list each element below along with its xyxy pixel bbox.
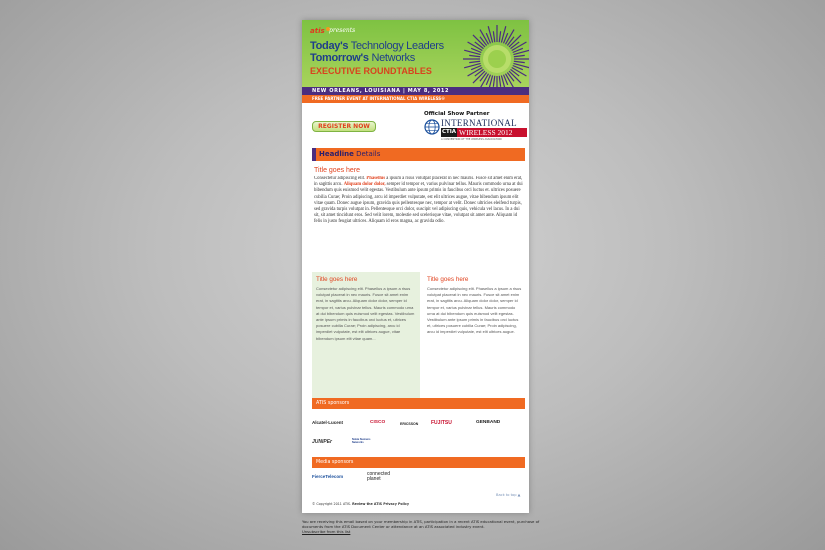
nokia-siemens-logo[interactable]: Nokia Siemens Networks [352, 438, 371, 444]
burst-ray [499, 31, 500, 42]
highlight-link[interactable]: Aliquam dolor dolor, [343, 182, 386, 188]
ctia-subtitle: A CONVENTION OF THE WIRELESS ASSOCIATION [441, 138, 502, 141]
privacy-policy-link[interactable]: Review the ATIS Privacy Policy [352, 502, 410, 506]
hero-title-line2: Tomorrow's Networks [310, 52, 415, 64]
hero-subtitle: EXECUTIVE ROUNDTABLES [310, 66, 432, 76]
left-column-text: Consectetur adipiscing elit. Phasellus a ipsum a risus volutpat placerat in nec mauris. Fusce sit amet enim erat, in sagittis arcu. Aliquam dolor dolor, semper id tempor et, varius pulvinar tellus. Mauris commodo urna at dui bibendum quis euismod velit egestas. Vestibulum ante ipsum primis in faucibus orci luctus et, ultrices posuere cubilia Curae; Proin adipiscing, arcu id imperdiet vulputate, est elit ultrices augue, vitae bibendum ipsum elit vitae quam... [316, 286, 415, 341]
burst-ray [475, 42, 484, 49]
burst-ray [514, 61, 525, 62]
hero-banner [302, 20, 529, 87]
burst-ray [480, 72, 487, 81]
disclaimer-text: You are receiving this email based on your membership in ATIS, participation in a recent ATIS educational event, purchase of documents from the ATIS Document Center or attendance at an ATIS associated industry event. [302, 519, 540, 530]
back-to-top-link[interactable]: Back to top ▲ [496, 493, 521, 497]
burst-ray [469, 61, 480, 62]
email-newsletter [302, 20, 529, 513]
wireless-2012-text: WIRELESS 2012 [459, 128, 513, 137]
burst-ray [480, 37, 487, 46]
burst-ray [493, 31, 494, 42]
ctia-text: CTIA [441, 129, 457, 135]
burst-ray [507, 37, 514, 46]
highlight-link[interactable]: Phasellus [366, 176, 386, 181]
burst-ray [510, 42, 519, 49]
radial-burst-graphic [460, 22, 529, 87]
ericsson-logo[interactable]: ERICSSON [400, 422, 419, 426]
right-column [425, 272, 525, 409]
burst-ray [469, 55, 480, 56]
atis-sponsors-bar: ATIS sponsors [312, 398, 525, 409]
left-column [312, 272, 420, 409]
article-title[interactable]: Title goes here [314, 167, 361, 174]
ctia-wireless-logo[interactable] [441, 128, 527, 137]
sponsor-logos [312, 414, 525, 454]
burst-ray [493, 76, 494, 87]
cisco-logo[interactable]: CISCO [370, 420, 386, 425]
juniper-logo[interactable]: JUNIPEr [312, 439, 333, 445]
burst-ray [475, 69, 484, 76]
hero-title-line1: Today's Technology Leaders [310, 40, 444, 52]
official-partner-label: Official Show Partner [424, 111, 490, 117]
right-column-text: Consectetur adipiscing elit. Phasellus a ipsum a risus volutpat placerat in nec mauris. Fusce sit amet enim erat, in sagittis arcu. Aliquam dolor dolor, semper id tempor et, varius pulvinar tellus. Mauris commodo urna at dui bibendum quis euismod velit egestas. Vestibulum ante ipsum primis in faucibus orci luctus et, ultrices posuere cubilia Curae; Proin adipiscing, arcu id imperdiet vulputate, est elit ultrices augue. [427, 286, 522, 335]
alcatel-lucent-logo[interactable]: Alcatel·Lucent [312, 420, 344, 425]
headline-bar: Headline Details [312, 148, 525, 161]
atis-logo: atis [310, 27, 330, 35]
article-body: Consectetur adipiscing elit. Phasellus a ipsum a risus volutpat placerat in nec mauris. Fusce sit amet enim erat, in sagittis arcu. Aliquam dolor dolor, semper id tempor et, varius pulvinar tellus. Mauris commodo urna at dui bibendum quis euismod velit egestas. Vestibulum ante ipsum primis in faucibus orci luctus et. ultrices posuere cubilia Curae; Proin adipiscing, arcu id imperdiet vulputate, est elit ultrices augue, vitae bibendum ipsum elit vitae quam. Donec augue ipsum, gravida quis pellentesque nec, tempor at velit. Donec ultricies eleifend turpis, sed gravida turpis volutpat in. Pellentesque orci dolor, suscipit vel adipiscing quis, vehicula vel lacus. In a dui sit, sit amet tincidunt eros. Sed velit lorem, molestie sed scelerisque vitae, volutpat sit amet ante. Aliquam id felis in justo feugiat ultrices. Aliquam id eros magna, ac gravida odio. [314, 176, 523, 225]
presents-text: presents [329, 27, 356, 34]
main-article [314, 167, 524, 272]
unsubscribe-link[interactable]: Unsubscribe from this list [302, 529, 351, 535]
copyright-text: © Copyright 2011 ATIS. Review the ATIS Privacy Policy [312, 502, 410, 506]
fujitsu-logo[interactable]: FUJITSU [431, 420, 452, 426]
ctia-international-text: INTERNATIONAL [441, 118, 517, 128]
left-column-title[interactable]: Title goes here [316, 276, 358, 283]
footer-disclaimer [302, 519, 542, 535]
partner-event-bar: FREE PARTNER EVENT AT INTERNATIONAL CTIA WIRELESS® [302, 95, 529, 103]
right-column-title[interactable]: Title goes here [427, 276, 469, 283]
media-sponsors-bar: Media sponsors [312, 457, 525, 468]
location-date-bar: NEW ORLEANS, LOUISIANA | MAY 8, 2012 [302, 87, 529, 95]
burst-ray [514, 55, 525, 56]
burst-ray [499, 76, 500, 87]
genband-logo[interactable]: GENBAND [476, 420, 501, 425]
connected-planet-logo[interactable]: connected planet [367, 471, 391, 482]
burst-ray [510, 69, 519, 76]
register-now-button[interactable]: REGISTER NOW [312, 121, 376, 132]
fierce-telecom-logo[interactable]: FierceTelecom [312, 474, 344, 479]
globe-icon [424, 119, 440, 135]
burst-ray [507, 72, 514, 81]
